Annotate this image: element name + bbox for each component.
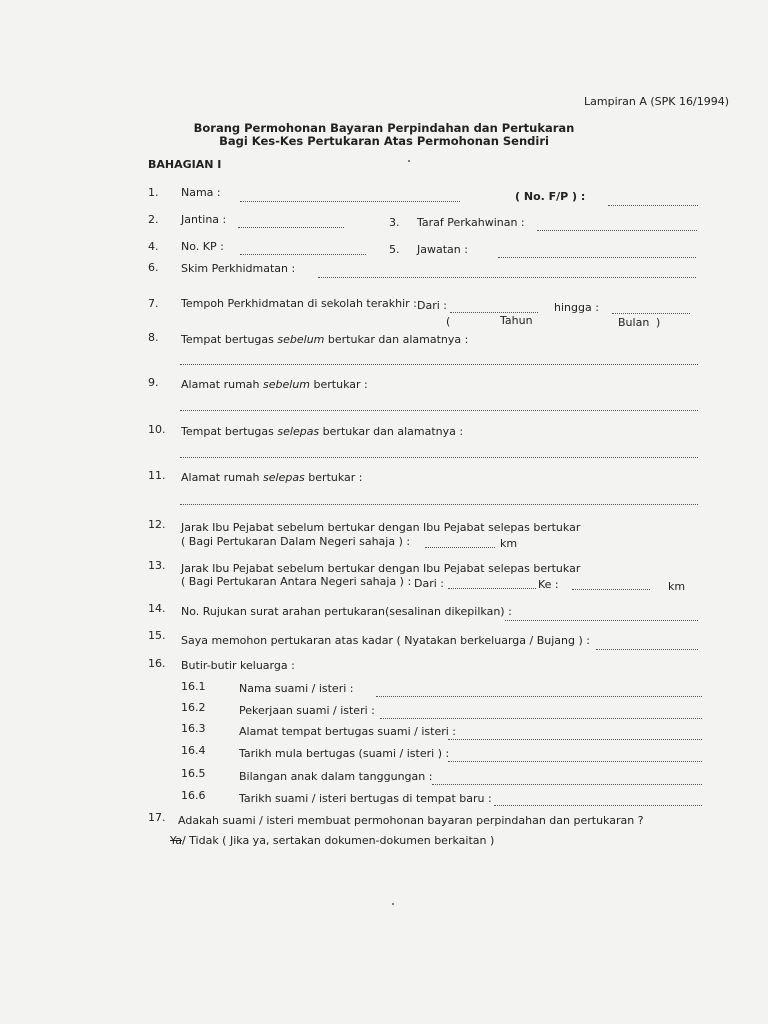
item-15-number: 15. (148, 629, 166, 642)
item-2-label: Jantina : (181, 213, 227, 226)
item-12-line2: ( Bagi Pertukaran Dalam Negeri sahaja ) : (181, 535, 411, 548)
item-3-label: Taraf Perkahwinan : (417, 216, 525, 229)
name-field[interactable] (240, 201, 460, 202)
interstate-from-label: Dari : (414, 577, 444, 590)
interstate-from-field[interactable] (448, 588, 536, 589)
workplace-before-field[interactable] (180, 364, 698, 365)
workplace-after-field[interactable] (180, 457, 698, 458)
item-9-label: Alamat rumah sebelum bertukar : (181, 378, 368, 391)
interstate-to-label: Ke : (538, 578, 559, 591)
service-scheme-field[interactable] (318, 277, 696, 278)
service-from-field[interactable] (450, 312, 538, 313)
item-16-4-number: 16.4 (181, 744, 206, 757)
interstate-to-field[interactable] (572, 589, 650, 590)
distance-domestic-unit: km (500, 537, 518, 550)
month-label: Bulan (618, 316, 650, 329)
item-13-line1: Jarak Ibu Pejabat sebelum bertukar dengan Ibu Pejabat selepas bertukar (181, 562, 581, 575)
item-1-label: Nama : (181, 186, 221, 199)
item-16-number: 16. (148, 657, 166, 670)
item-13-number: 13. (148, 559, 166, 572)
item-16-3-label: Alamat tempat bertugas suami / isteri : (239, 725, 456, 738)
item-6-label: Skim Perkhidmatan : (181, 262, 296, 275)
marital-status-field[interactable] (537, 230, 697, 231)
item-11-label: Alamat rumah selepas bertukar : (181, 471, 363, 484)
service-to-field[interactable] (612, 313, 690, 314)
item-11-number: 11. (148, 469, 166, 482)
transfer-rate-field[interactable] (596, 649, 698, 650)
item-8-label: Tempat bertugas sebelum bertukar dan alamatnya : (181, 333, 469, 346)
item-16-label: Butir-butir keluarga : (181, 659, 295, 672)
item-16-4-label: Tarikh mula bertugas (suami / isteri ) : (239, 747, 450, 760)
item-17-line1: Adakah suami / isteri membuat permohonan bayaran perpindahan dan pertukaran ? (178, 814, 644, 827)
spouse-name-field[interactable] (376, 696, 702, 697)
scan-speck (392, 903, 394, 905)
scan-speck (408, 160, 410, 162)
item-8-number: 8. (148, 331, 159, 344)
form-reference: Lampiran A (SPK 16/1994) (584, 95, 729, 108)
option-tidak-text: / Tidak ( Jika ya, sertakan dokumen-dokumen berkaitan ) (181, 834, 495, 847)
item-7-number: 7. (148, 297, 159, 310)
item-16-6-label: Tarikh suami / isteri bertugas di tempat baru : (239, 792, 492, 805)
distance-domestic-field[interactable] (425, 547, 495, 548)
paren-close: ) (656, 316, 661, 329)
transfer-reference-field[interactable] (505, 620, 698, 621)
item-16-2-number: 16.2 (181, 701, 206, 714)
service-from-label: Dari : (417, 299, 447, 312)
service-to-label: hingga : (554, 301, 599, 314)
ic-number-field[interactable] (240, 254, 366, 255)
item-15-label: Saya memohon pertukaran atas kadar ( Nyatakan berkeluarga / Bujang ) : (181, 634, 590, 647)
spouse-occupation-field[interactable] (380, 718, 702, 719)
option-ya-struck[interactable]: Ya (170, 834, 182, 847)
item-6-number: 6. (148, 261, 159, 274)
home-address-after-field[interactable] (180, 504, 698, 505)
spouse-start-date-field[interactable] (448, 761, 702, 762)
item-12-line1: Jarak Ibu Pejabat sebelum bertukar dengan Ibu Pejabat selepas bertukar (181, 521, 581, 534)
item-17-line2 (170, 834, 494, 848)
item-16-5-label: Bilangan anak dalam tanggungan : (239, 770, 433, 783)
form-title-line2: Bagi Kes-Kes Pertukaran Atas Permohonan Sendiri (219, 134, 549, 148)
item-5-label: Jawatan : (417, 243, 468, 256)
item-2-number: 2. (148, 213, 159, 226)
gender-field[interactable] (238, 227, 344, 228)
item-17-number: 17. (148, 811, 166, 824)
item-5-number: 5. (389, 243, 400, 256)
item-13-line2: ( Bagi Pertukaran Antara Negeri sahaja ) : (181, 575, 412, 588)
interstate-unit: km (668, 580, 686, 593)
item-4-number: 4. (148, 240, 159, 253)
item-14-label: No. Rujukan surat arahan pertukaran(sesalinan dikepilkan) : (181, 605, 512, 618)
item-10-label: Tempat bertugas selepas bertukar dan alamatnya : (181, 425, 464, 438)
item-3-number: 3. (389, 216, 400, 229)
dependents-count-field[interactable] (432, 784, 702, 785)
item-16-5-number: 16.5 (181, 767, 206, 780)
position-field[interactable] (498, 257, 696, 258)
item-12-number: 12. (148, 518, 166, 531)
item-14-number: 14. (148, 602, 166, 615)
item-16-1-label: Nama suami / isteri : (239, 682, 354, 695)
item-1-number: 1. (148, 186, 159, 199)
item-16-3-number: 16.3 (181, 722, 206, 735)
fp-number-field[interactable] (608, 205, 698, 206)
paren-open: ( (446, 315, 451, 328)
year-label: Tahun (500, 314, 533, 327)
item-7-label: Tempoh Perkhidmatan di sekolah terakhir : (181, 297, 417, 310)
item-16-6-number: 16.6 (181, 789, 206, 802)
spouse-workplace-field[interactable] (448, 739, 702, 740)
fp-number-label: ( No. F/P ) : (515, 190, 586, 203)
item-9-number: 9. (148, 376, 159, 389)
item-16-2-label: Pekerjaan suami / isteri : (239, 704, 375, 717)
item-16-1-number: 16.1 (181, 680, 206, 693)
spouse-new-workplace-date-field[interactable] (494, 805, 702, 806)
item-4-label: No. KP : (181, 240, 224, 253)
home-address-before-field[interactable] (180, 410, 698, 411)
section-heading: BAHAGIAN I (148, 158, 222, 171)
form-title-line1: Borang Permohonan Bayaran Perpindahan dan Pertukaran (193, 121, 575, 135)
item-10-number: 10. (148, 423, 166, 436)
